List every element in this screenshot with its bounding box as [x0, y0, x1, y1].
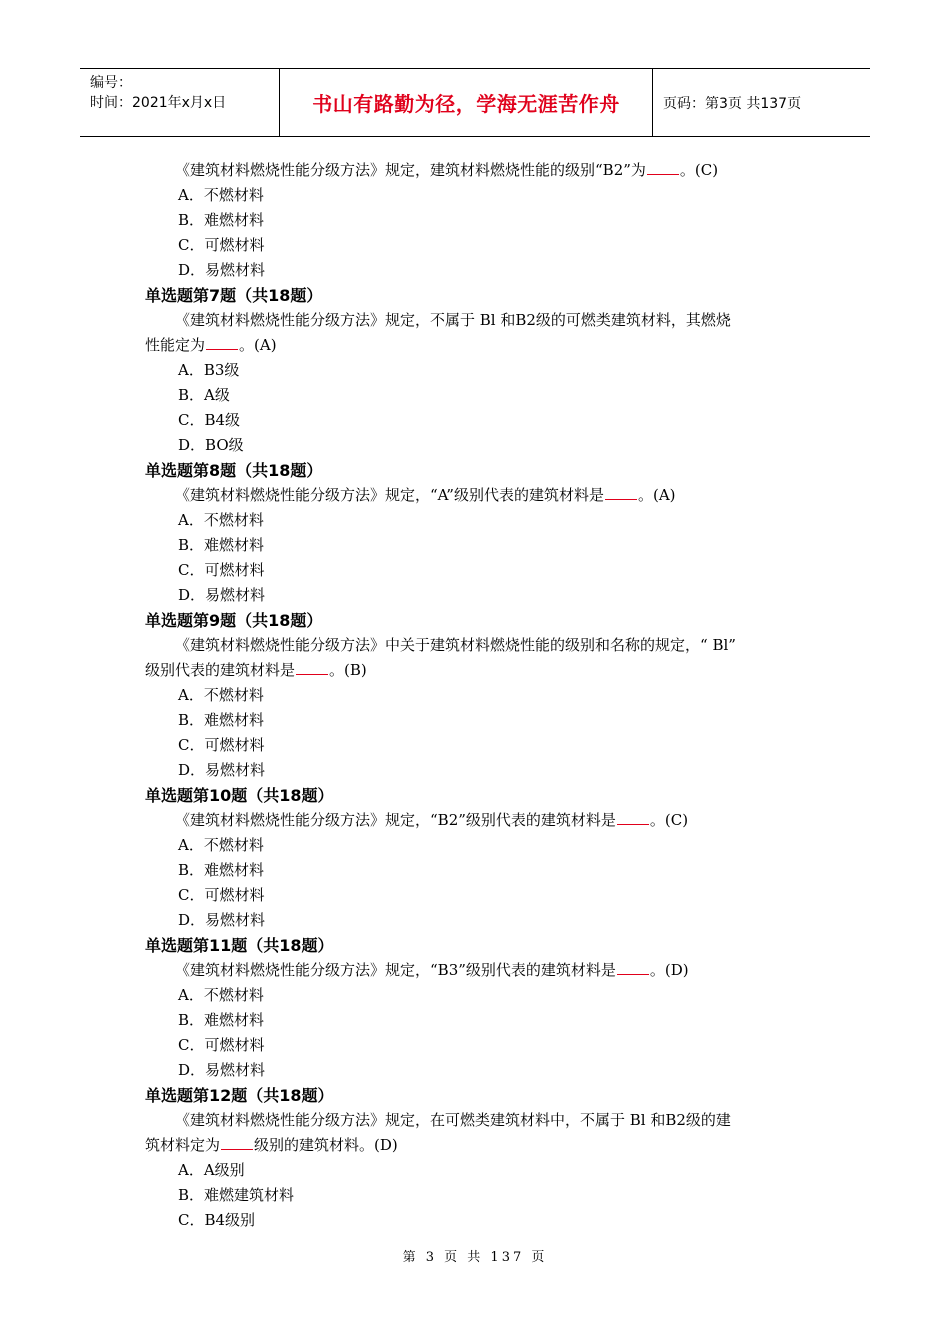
answer-option: D．易燃材料: [178, 761, 266, 779]
answer-option: D．BO级: [178, 436, 244, 454]
question-block: [145, 158, 815, 283]
number-label: 编号：: [90, 75, 132, 91]
question-title: 单选题第7题（共18题）: [145, 286, 323, 305]
stem-text: 《建筑材料燃烧性能分级方法》规定，“B2”级别代表的建筑材料是: [175, 811, 616, 829]
page-header: [80, 68, 870, 137]
question-stem-line: [145, 958, 815, 983]
answer-option: A．B3级: [178, 361, 240, 379]
answer-option: A．不燃材料: [178, 836, 264, 854]
answer-blank: [221, 1135, 253, 1150]
answer-option: C．可燃材料: [178, 886, 265, 904]
question-stem-line: [145, 158, 815, 183]
answer-option: A．A级别: [178, 1161, 245, 1179]
time-label: 时间：2021年x月x日: [90, 95, 227, 111]
answer-option: C．B4级别: [178, 1211, 256, 1229]
question-stem-line: [145, 308, 815, 333]
stem-text: 。(C): [679, 161, 719, 179]
answer-blank: [296, 660, 328, 675]
answer-option: B．难燃材料: [178, 211, 265, 229]
question-stem-line: [145, 633, 815, 658]
answer-option: D．易燃材料: [178, 261, 266, 279]
answer-option: C．可燃材料: [178, 236, 265, 254]
answer-blank: [617, 810, 649, 825]
stem-text: 《建筑材料燃烧性能分级方法》中关于建筑材料燃烧性能的级别和名称的规定，“ Bl”: [175, 636, 736, 654]
answer-blank: [605, 485, 637, 500]
answer-option: A．不燃材料: [178, 686, 264, 704]
question-title: 单选题第11题（共18题）: [145, 936, 334, 955]
answer-option: D．易燃材料: [178, 586, 266, 604]
stem-text: 。(A): [637, 486, 676, 504]
answer-option: A．不燃材料: [178, 186, 264, 204]
stem-text: 《建筑材料燃烧性能分级方法》规定，不属于 Bl 和B2级的可燃类建筑材料，其燃烧: [175, 311, 731, 329]
question-block: [145, 458, 815, 608]
answer-blank: [647, 160, 679, 175]
question-block: [145, 783, 815, 933]
stem-text: 级别的建筑材料。(D): [254, 1136, 398, 1154]
question-title: 单选题第10题（共18题）: [145, 786, 334, 805]
question-block: [145, 933, 815, 1083]
header-meta: [80, 69, 280, 136]
page-footer: 第 3 页 共 137 页: [402, 1250, 548, 1265]
answer-blank: [206, 335, 238, 350]
header-motto: 书山有路勤为径，学海无涯苦作舟: [280, 69, 653, 136]
answer-option: B．难燃材料: [178, 711, 265, 729]
question-title: 单选题第9题（共18题）: [145, 611, 323, 630]
question-block: [145, 608, 815, 783]
question-stem-line: [145, 1133, 815, 1158]
answer-option: C．可燃材料: [178, 1036, 265, 1054]
answer-option: B．难燃材料: [178, 536, 265, 554]
answer-option: B．难燃建筑材料: [178, 1186, 295, 1204]
answer-option: C．可燃材料: [178, 561, 265, 579]
answer-option: D．易燃材料: [178, 911, 266, 929]
stem-text: 。(D): [649, 961, 689, 979]
stem-text: 级别代表的建筑材料是: [145, 661, 296, 679]
stem-text: 。(C): [649, 811, 689, 829]
answer-option: A．不燃材料: [178, 986, 264, 1004]
stem-text: 性能定为: [145, 336, 206, 354]
question-block: [145, 1083, 815, 1233]
question-title: 单选题第12题（共18题）: [145, 1086, 334, 1105]
stem-text: 。(B): [329, 661, 367, 679]
stem-text: 。(A): [239, 336, 277, 354]
answer-blank: [617, 960, 649, 975]
question-block: [145, 283, 815, 458]
question-stem-line: [145, 483, 815, 508]
stem-text: 《建筑材料燃烧性能分级方法》规定，“A”级别代表的建筑材料是: [175, 486, 604, 504]
question-stem-line: [145, 808, 815, 833]
answer-option: B．难燃材料: [178, 861, 265, 879]
answer-option: B．难燃材料: [178, 1011, 265, 1029]
answer-option: C．B4级: [178, 411, 241, 429]
stem-text: 筑材料定为: [145, 1136, 221, 1154]
question-stem-line: [145, 1108, 815, 1133]
header-page-label: 页码：第3页 共137页: [663, 95, 802, 112]
answer-option: D．易燃材料: [178, 1061, 266, 1079]
answer-option: B．A级: [178, 386, 230, 404]
question-stem-line: [145, 333, 815, 358]
answer-option: C．可燃材料: [178, 736, 265, 754]
answer-option: A．不燃材料: [178, 511, 264, 529]
question-list: [145, 158, 815, 1233]
stem-text: 《建筑材料燃烧性能分级方法》规定，在可燃类建筑材料中，不属于 Bl 和B2级的建: [175, 1111, 731, 1129]
question-title: 单选题第8题（共18题）: [145, 461, 323, 480]
question-stem-line: [145, 658, 815, 683]
stem-text: 《建筑材料燃烧性能分级方法》规定，建筑材料燃烧性能的级别“B2”为: [175, 161, 646, 179]
stem-text: 《建筑材料燃烧性能分级方法》规定，“B3”级别代表的建筑材料是: [175, 961, 616, 979]
